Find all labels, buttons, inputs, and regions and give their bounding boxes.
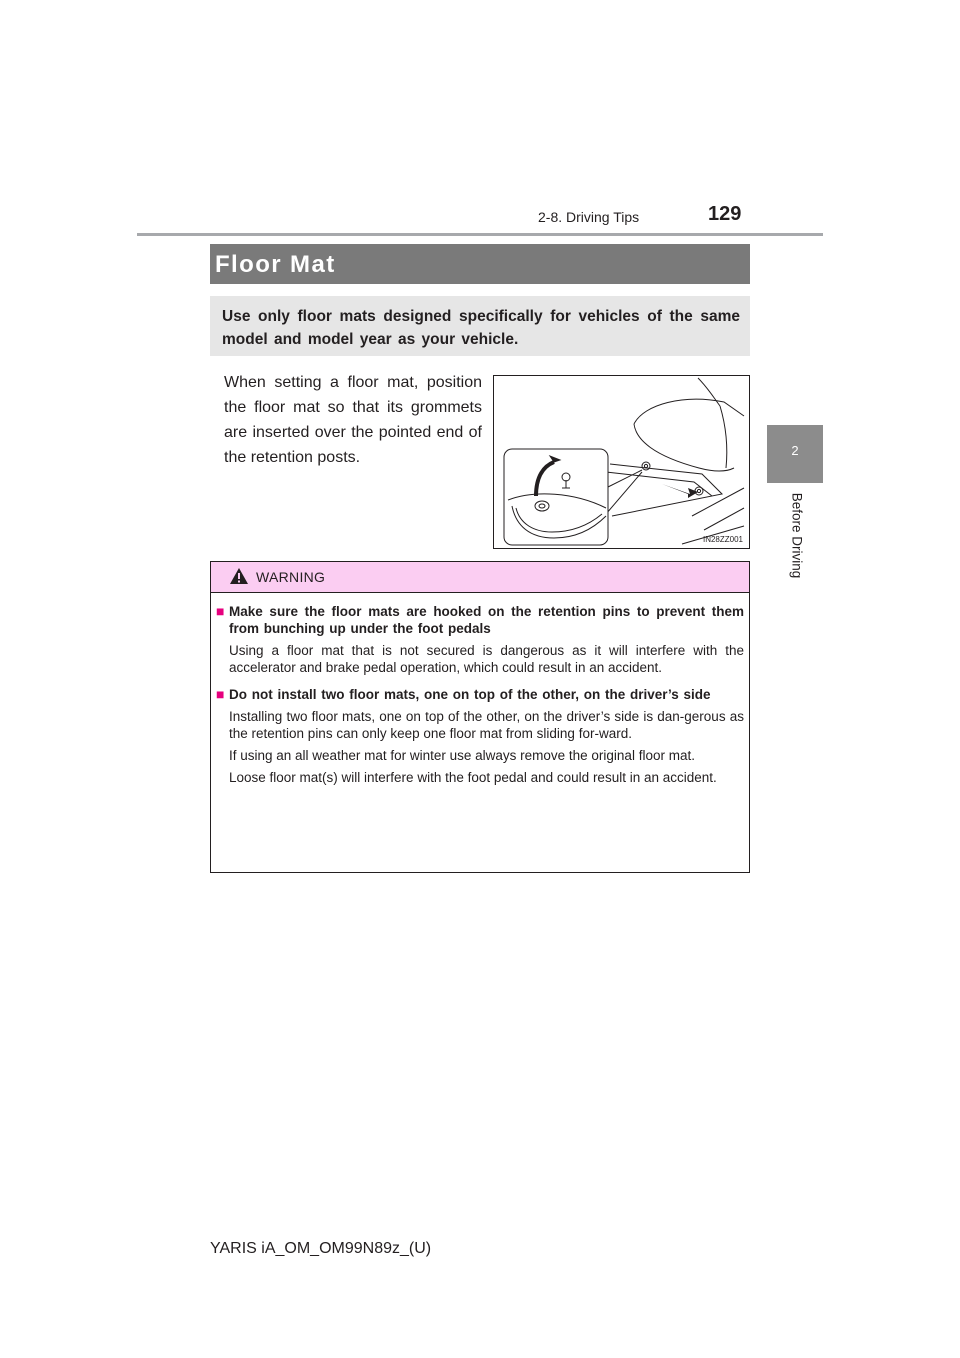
chapter-number: 2: [791, 443, 799, 458]
bullet-square-icon: ■: [216, 686, 225, 702]
header-section: 2-8. Driving Tips: [538, 209, 640, 225]
page-title: Floor Mat: [215, 251, 336, 278]
page-number: 129: [708, 203, 742, 225]
warning-item-text: Loose floor mat(s) will interfere with the foot pedal and could result in an accident.: [229, 770, 717, 785]
header-rule: [137, 233, 823, 236]
warning-triangle-icon: [229, 567, 249, 585]
summary-text: Use only floor mats designed specifically for vehicles of the same model and model year as your vehicle.: [222, 308, 740, 348]
floor-mat-illustration: [493, 375, 750, 549]
warning-item-heading: Make sure the floor mats are hooked on the retention pins to prevent them from bunching up under the foot pedals: [229, 604, 744, 636]
warning-header: [211, 562, 749, 593]
bullet-square-icon: ■: [216, 603, 225, 619]
illustration-code: IN28ZZ001: [702, 535, 743, 544]
footer-model-code: YARIS iA_OM_OM99N89z_(U): [210, 1240, 432, 1257]
warning-item-text: Using a floor mat that is not secured is dangerous as it will interfere with the accelerator and brake pedal operation, which could result in an accident.: [229, 643, 744, 675]
summary-box: [210, 296, 750, 356]
warning-item-text: Installing two floor mats, one on top of the other, on the driver’s side is dan-gerous as the retention pins can only keep one floor mat from sliding for-ward.: [229, 709, 744, 741]
warning-item-heading: Do not install two floor mats, one on top of the other, on the driver’s side: [229, 687, 711, 702]
warning-item: [216, 603, 744, 676]
warning-item-text: If using an all weather mat for winter use always remove the original floor mat.: [229, 748, 695, 763]
warning-box: [210, 561, 750, 873]
warning-item: [216, 686, 744, 786]
body-text: When setting a floor mat, position the floor mat so that its grommets are inserted over the pointed end of the retention posts.: [224, 374, 482, 466]
chapter-label: Before Driving: [789, 492, 805, 579]
chapter-tab: [767, 425, 823, 483]
warning-label: WARNING: [256, 569, 326, 585]
title-bar: [210, 244, 750, 284]
